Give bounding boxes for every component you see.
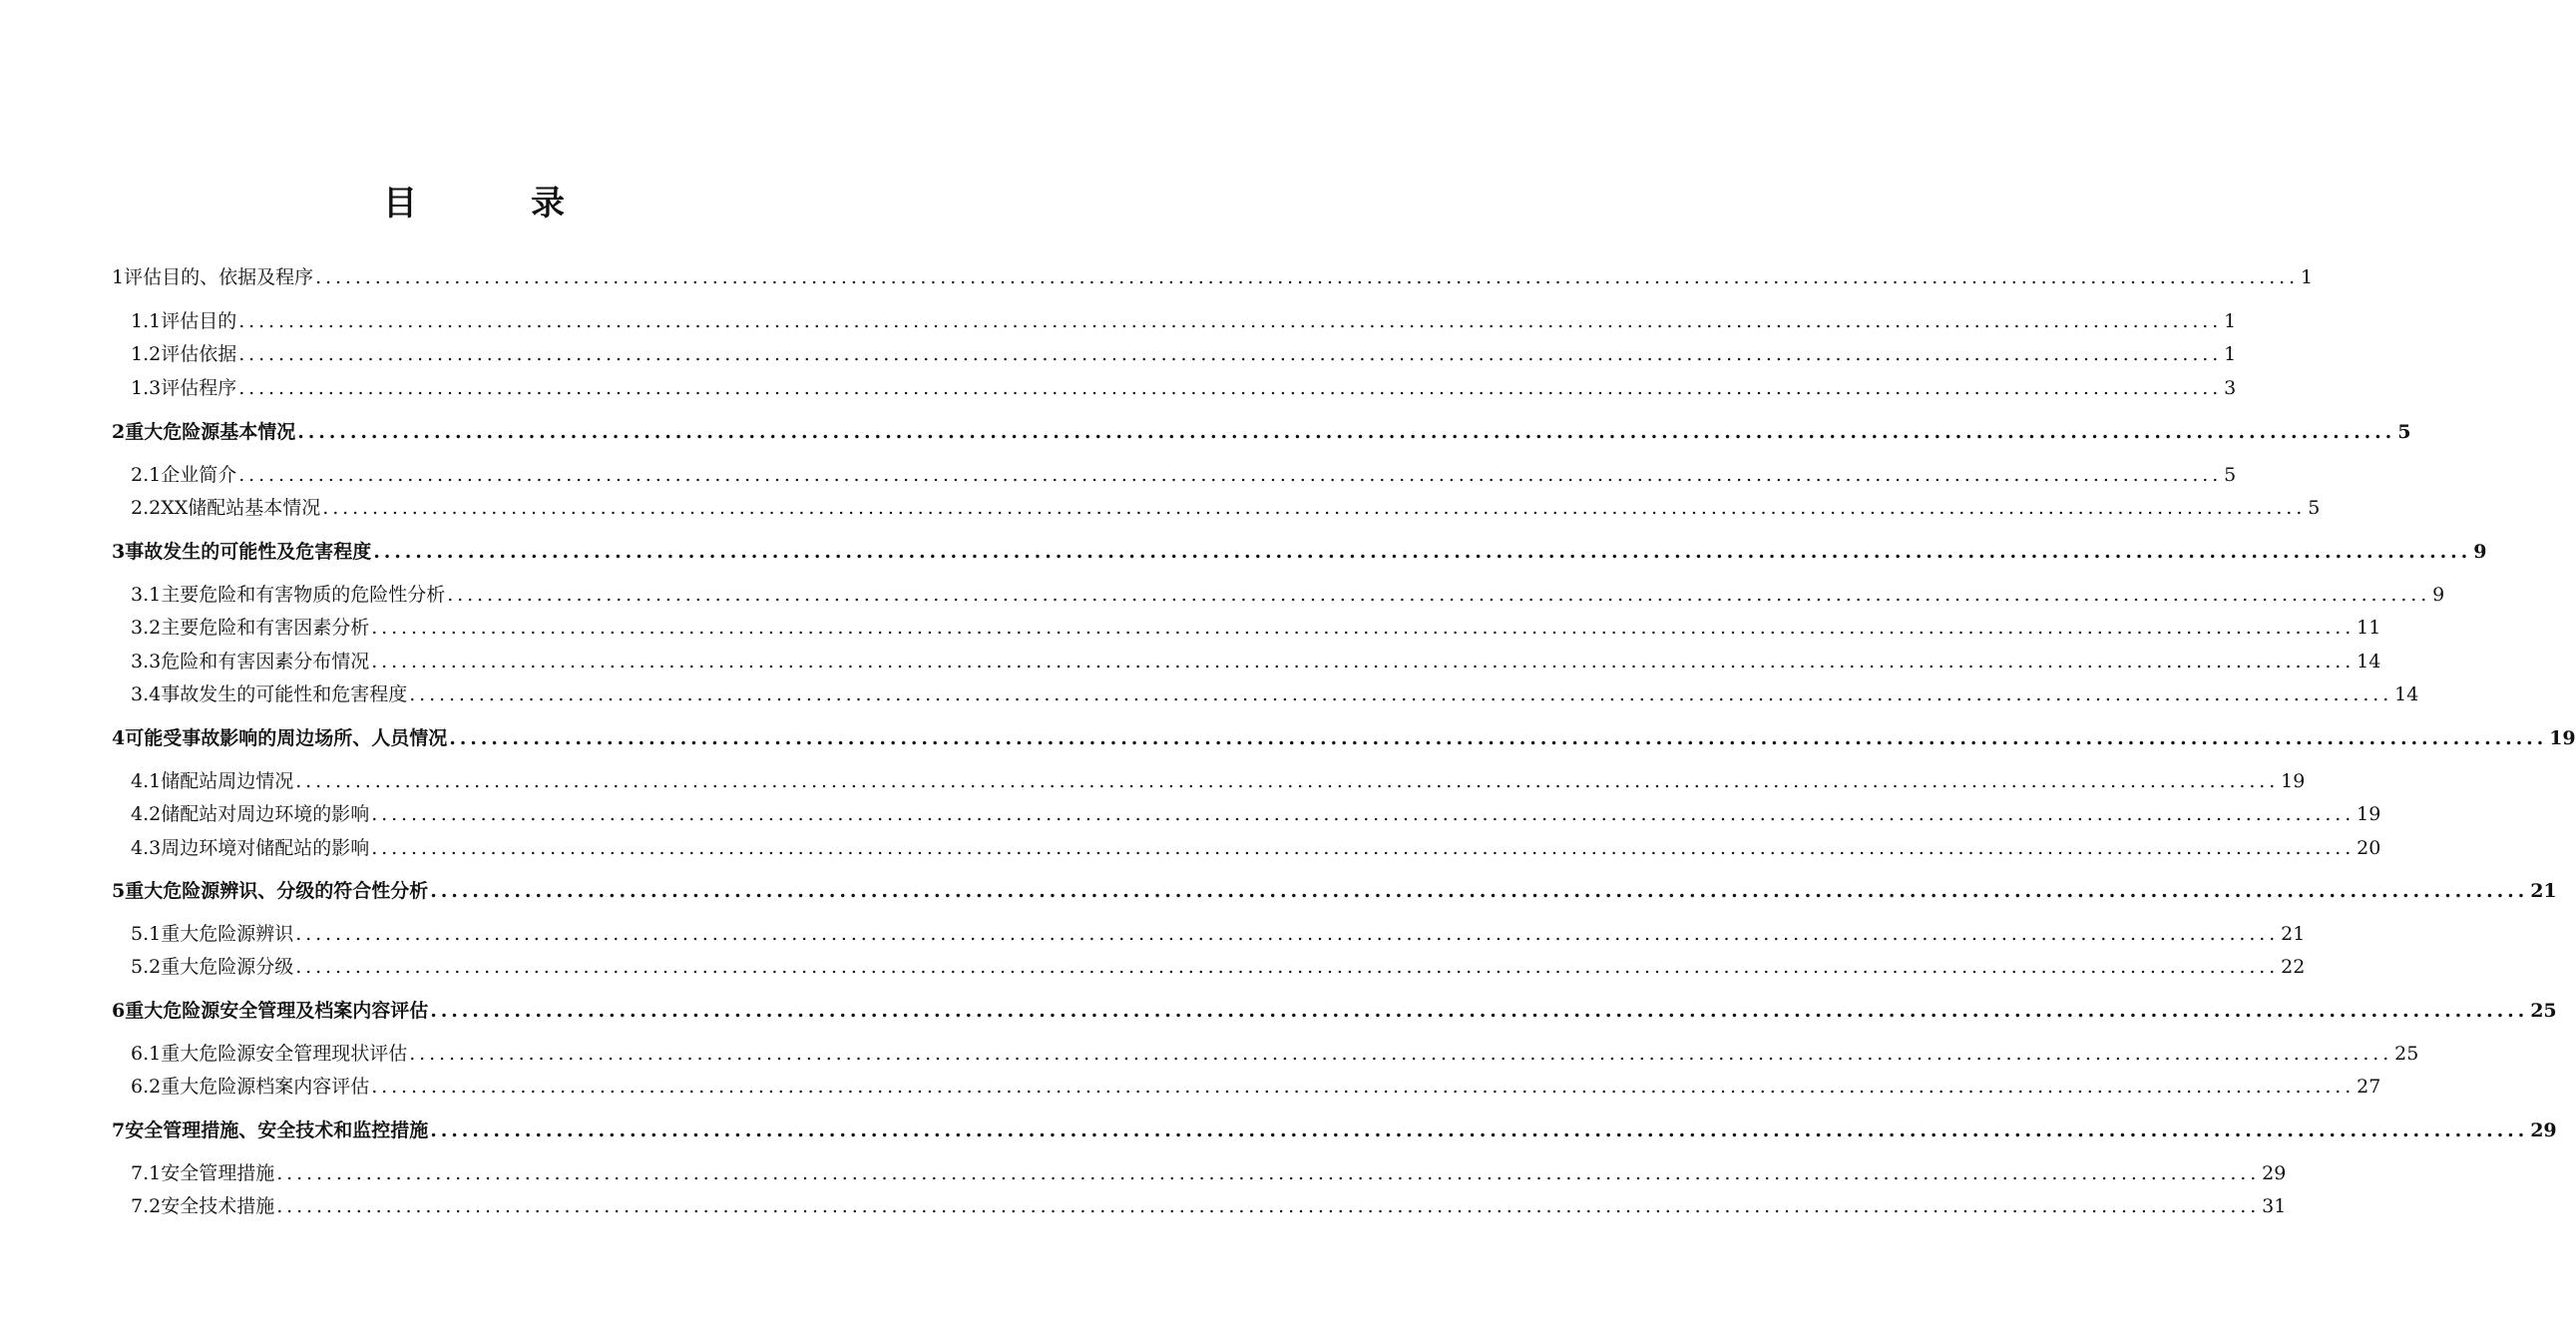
toc-entry[interactable]: [131, 647, 2381, 676]
toc-entry-page-number: 25: [2394, 1043, 2419, 1065]
toc-entry[interactable]: [131, 339, 2237, 369]
toc-entry-title: 重大危险源安全管理现状评估: [161, 1043, 408, 1065]
toc-dot-leader: ........................................................................................................................................................................................................: [449, 727, 2548, 749]
toc-entry-title: 安全技术措施: [161, 1195, 275, 1217]
toc-dot-leader: ........................................................................................................................................................................................................: [430, 1119, 2529, 1141]
toc-dot-leader: ........................................................................................................................................................................................................: [276, 1195, 2261, 1217]
toc-entry-title: 评估程序: [161, 377, 237, 399]
toc-entry-page-number: 11: [2357, 617, 2381, 639]
toc-entry-page-number: 21: [2530, 880, 2557, 902]
toc-entry-number: 4: [112, 727, 126, 749]
toc-entry-page-number: 5: [2308, 497, 2321, 519]
toc-entry[interactable]: [112, 262, 2314, 292]
toc-entry-page-number: 20: [2357, 837, 2381, 859]
toc-entry-title: XX储配站基本情况: [161, 497, 321, 519]
toc-entry[interactable]: [131, 833, 2381, 863]
toc-entry-number: 7: [112, 1119, 126, 1141]
toc-entry[interactable]: [131, 952, 2306, 982]
toc-entry-page-number: 1: [2224, 310, 2237, 332]
toc-entry-number: 5: [112, 880, 126, 902]
toc-entry-number: 2: [112, 421, 126, 443]
toc-entry-number: 6: [112, 1000, 126, 1022]
toc-entry-title: 安全管理措施、安全技术和监控措施: [125, 1119, 429, 1141]
toc-entry-number: 3.2: [131, 617, 162, 639]
toc-entry[interactable]: [112, 996, 2557, 1026]
toc-entry-number: 4.1: [131, 770, 162, 792]
toc-entry-number: 6.1: [131, 1043, 162, 1065]
toc-entry[interactable]: [131, 799, 2381, 829]
toc-entry[interactable]: [131, 1191, 2287, 1221]
toc-entry[interactable]: [131, 613, 2381, 643]
toc-dot-leader: ........................................................................................................................................................................................................: [430, 1000, 2529, 1022]
toc-dot-leader: ........................................................................................................................................................................................................: [447, 584, 2431, 606]
toc-dot-leader: ........................................................................................................................................................................................................: [238, 310, 2223, 332]
toc-entry-title: 重大危险源安全管理及档案内容评估: [125, 1000, 429, 1022]
toc-dot-leader: ........................................................................................................................................................................................................: [238, 464, 2223, 486]
toc-entry-title: 事故发生的可能性和危害程度: [161, 683, 408, 705]
toc-entry-title: 储配站周边情况: [161, 770, 294, 792]
toc-entry-page-number: 22: [2281, 956, 2306, 978]
toc-dot-leader: ........................................................................................................................................................................................................: [315, 266, 2300, 288]
toc-entry[interactable]: [131, 460, 2237, 490]
toc-entry-title: 事故发生的可能性及危害程度: [125, 541, 372, 563]
toc-dot-leader: ........................................................................................................................................................................................................: [295, 956, 2280, 978]
toc-dot-leader: ........................................................................................................................................................................................................: [276, 1162, 2261, 1184]
toc-dot-leader: ........................................................................................................................................................................................................: [238, 377, 2223, 399]
toc-entry-page-number: 29: [2530, 1119, 2557, 1141]
toc-entry-page-number: 14: [2394, 683, 2419, 705]
toc-entry[interactable]: [112, 537, 2487, 567]
toc-entry-number: 4.3: [131, 837, 162, 859]
toc-dot-leader: ........................................................................................................................................................................................................: [371, 617, 2356, 639]
toc-entry[interactable]: [131, 306, 2237, 336]
toc-entry[interactable]: [131, 580, 2445, 610]
toc-entry-title: 危险和有害因素分布情况: [161, 651, 370, 672]
toc-dot-leader: ........................................................................................................................................................................................................: [409, 1043, 2393, 1065]
toc-entry-title: 安全管理措施: [161, 1162, 275, 1184]
toc-entry-title: 评估依据: [161, 343, 237, 365]
toc-entry-title: 可能受事故影响的周边场所、人员情况: [125, 727, 448, 749]
toc-entry-number: 2.1: [131, 464, 162, 486]
toc-entry[interactable]: [131, 1039, 2419, 1069]
toc-entry-page-number: 9: [2473, 541, 2487, 563]
toc-entry[interactable]: [112, 1116, 2557, 1145]
toc-dot-leader: ........................................................................................................................................................................................................: [371, 837, 2356, 859]
toc-dot-leader: ........................................................................................................................................................................................................: [238, 343, 2223, 365]
toc-entry-number: 3: [112, 541, 126, 563]
toc-dot-leader: ........................................................................................................................................................................................................: [322, 497, 2307, 519]
toc-entry-title: 重大危险源基本情况: [125, 421, 296, 443]
toc-dot-leader: ........................................................................................................................................................................................................: [430, 880, 2529, 902]
toc-entry-title: 重大危险源辨识: [161, 923, 294, 945]
toc-dot-leader: ........................................................................................................................................................................................................: [371, 1076, 2356, 1098]
toc-entry[interactable]: [131, 1072, 2381, 1102]
toc-entry-number: 5.1: [131, 923, 162, 945]
toc-entry-number: 7.2: [131, 1195, 162, 1217]
toc-entry-number: 1.1: [131, 310, 162, 332]
toc-entry-page-number: 14: [2357, 651, 2381, 672]
toc-entry[interactable]: [131, 919, 2306, 949]
toc-entry-number: 7.1: [131, 1162, 162, 1184]
toc-entry-number: 5.2: [131, 956, 162, 978]
toc-entry[interactable]: [112, 723, 2576, 753]
toc-dot-leader: ........................................................................................................................................................................................................: [295, 770, 2280, 792]
toc-dot-leader: ........................................................................................................................................................................................................: [371, 803, 2356, 825]
toc-entry-number: 1.3: [131, 377, 162, 399]
toc-entry-title: 评估目的: [161, 310, 237, 332]
toc-entry-page-number: 21: [2281, 923, 2306, 945]
toc-entry-number: 3.1: [131, 584, 162, 606]
toc-entry[interactable]: [112, 876, 2557, 906]
toc-entry-title: 重大危险源档案内容评估: [161, 1076, 370, 1098]
toc-entry-title: 储配站对周边环境的影响: [161, 803, 370, 825]
toc-dot-leader: ........................................................................................................................................................................................................: [297, 421, 2396, 443]
toc-entry-number: 4.2: [131, 803, 162, 825]
toc-entry[interactable]: [112, 417, 2411, 447]
page-title: 目 录: [383, 184, 605, 224]
toc-entry[interactable]: [131, 493, 2321, 523]
toc-entry-number: 3.4: [131, 683, 162, 705]
toc-entry-number: 1: [112, 266, 125, 288]
toc-entry-number: 3.3: [131, 651, 162, 672]
toc-entry-title: 重大危险源辨识、分级的符合性分析: [125, 880, 429, 902]
toc-entry-page-number: 19: [2549, 727, 2576, 749]
toc-entry-page-number: 25: [2530, 1000, 2557, 1022]
toc-entry-title: 周边环境对储配站的影响: [161, 837, 370, 859]
toc-entry[interactable]: [131, 373, 2237, 403]
toc-dot-leader: ........................................................................................................................................................................................................: [371, 651, 2356, 672]
toc-entry-page-number: 5: [2224, 464, 2237, 486]
toc-dot-leader: ........................................................................................................................................................................................................: [409, 683, 2393, 705]
toc-dot-leader: ........................................................................................................................................................................................................: [373, 541, 2472, 563]
toc-entry-page-number: 27: [2357, 1076, 2381, 1098]
toc-entry-title: 主要危险和有害因素分析: [161, 617, 370, 639]
toc-entry-number: 2.2: [131, 497, 162, 519]
toc-entry-number: 1.2: [131, 343, 162, 365]
toc-entry-page-number: 29: [2262, 1162, 2287, 1184]
toc-entry[interactable]: [131, 679, 2419, 709]
toc-entry-page-number: 1: [2224, 343, 2237, 365]
toc-entry-page-number: 5: [2397, 421, 2411, 443]
toc-entry-page-number: 1: [2301, 266, 2314, 288]
toc-entry-title: 评估目的、依据及程序: [124, 266, 314, 288]
toc-entry[interactable]: [131, 1158, 2287, 1188]
toc-entry-number: 6.2: [131, 1076, 162, 1098]
toc-entry-page-number: 9: [2432, 584, 2445, 606]
toc-entry-title: 企业简介: [161, 464, 237, 486]
toc-entry-title: 主要危险和有害物质的危险性分析: [161, 584, 446, 606]
toc-entry-title: 重大危险源分级: [161, 956, 294, 978]
toc-dot-leader: ........................................................................................................................................................................................................: [295, 923, 2280, 945]
toc-entry-page-number: 3: [2224, 377, 2237, 399]
toc-entry-page-number: 19: [2357, 803, 2381, 825]
toc-entry-page-number: 19: [2281, 770, 2306, 792]
toc-entry-page-number: 31: [2262, 1195, 2287, 1217]
toc-entry[interactable]: [131, 766, 2306, 796]
